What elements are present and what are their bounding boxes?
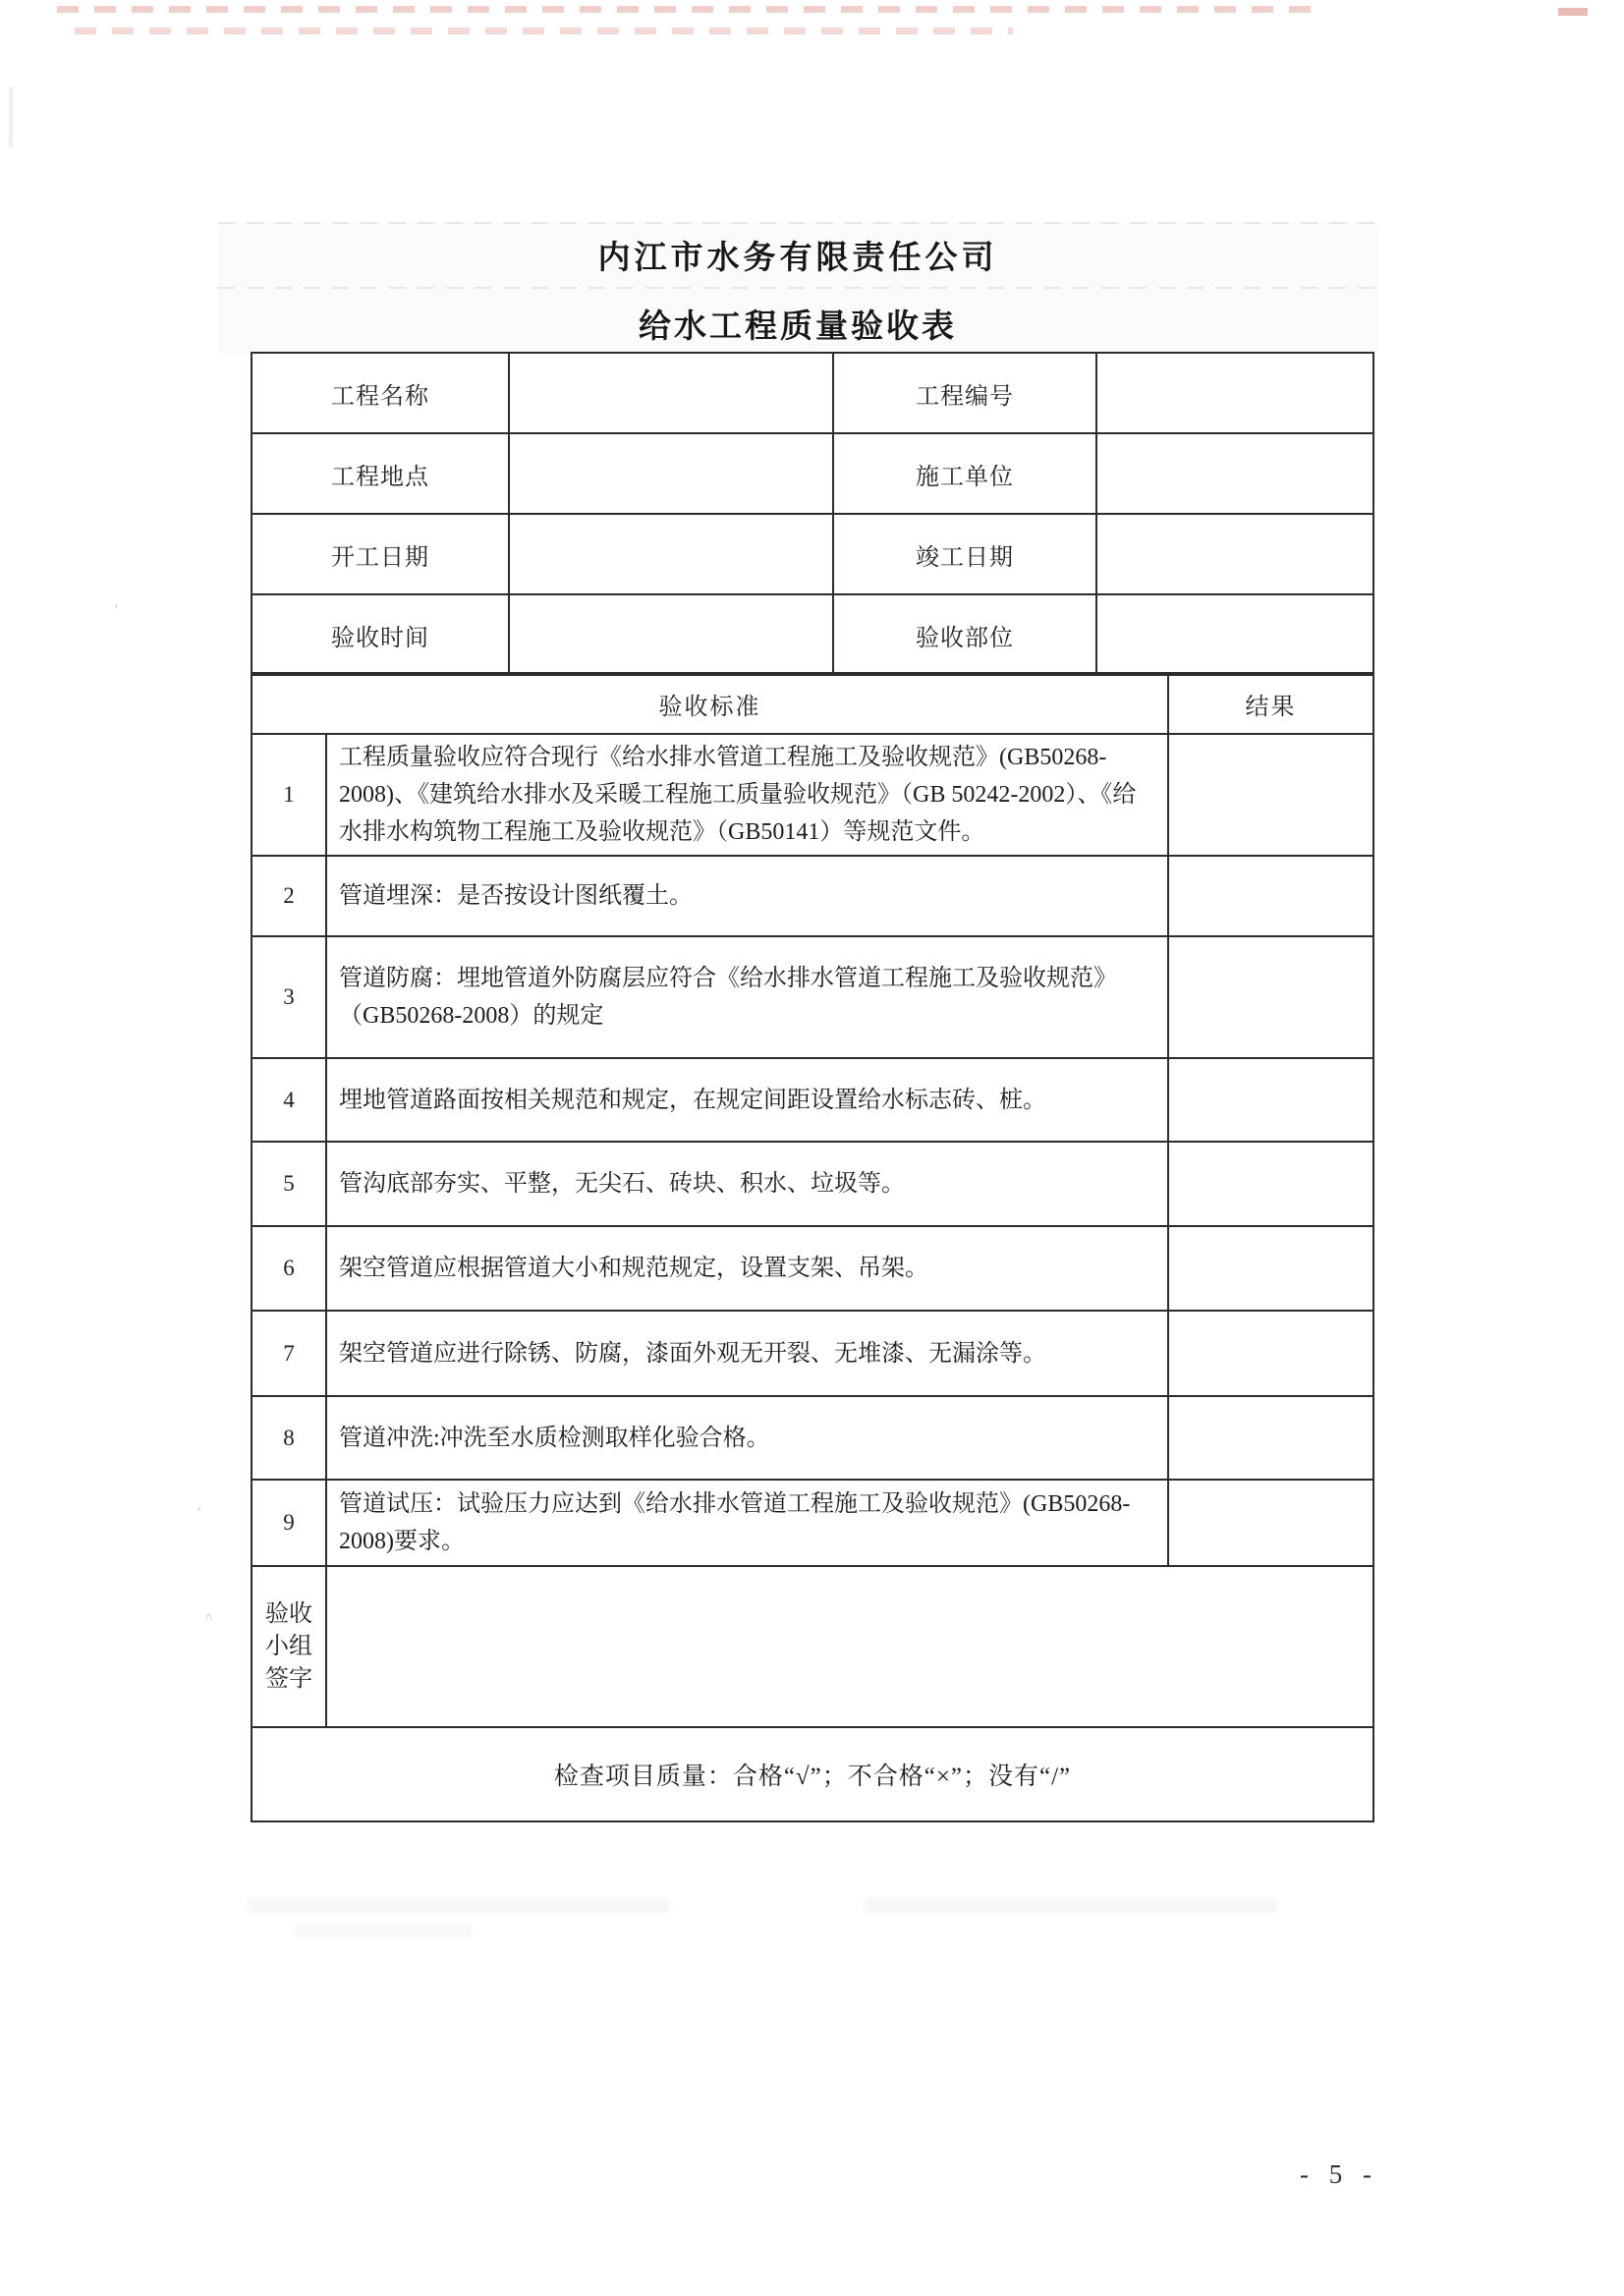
- signature-label-line: 验收: [265, 1600, 312, 1627]
- scan-artifact-margin-mark: ‘: [114, 601, 120, 618]
- scan-artifact-edge-smudge: [9, 86, 13, 147]
- info-row-start-finish-date: [252, 514, 1373, 594]
- scan-artifact-ghost-text-right: [865, 1898, 1277, 1913]
- scan-artifact-ghost-text-small: [295, 1924, 472, 1938]
- info-row-location-contractor: [252, 433, 1373, 514]
- result-column-header: 结果: [1168, 673, 1373, 734]
- result-cell: [1168, 1311, 1373, 1396]
- signature-label-line: 小组: [265, 1633, 312, 1659]
- scan-artifact-red-dashes-second: [75, 28, 1013, 34]
- signature-row: [252, 1566, 1373, 1727]
- criteria-text: 管道试压：试验压力应达到《给水排水管道工程施工及验收规范》(GB50268-2008)要求。: [326, 1480, 1168, 1566]
- signature-area: [326, 1566, 1373, 1727]
- criteria-row-number: 7: [252, 1311, 326, 1396]
- scan-artifact-margin-mark: ˄: [204, 1609, 214, 1626]
- construction-unit-value: [1096, 433, 1373, 514]
- result-cell: [1168, 1142, 1373, 1226]
- result-cell: [1168, 1226, 1373, 1311]
- scan-artifact-red-dashes-top: [57, 6, 1319, 13]
- grading-note: 检查项目质量：合格“√”；不合格“×”；没有“/”: [252, 1727, 1373, 1821]
- criteria-row: [252, 1396, 1373, 1480]
- criteria-row: [252, 936, 1373, 1058]
- criteria-text: 埋地管道路面按相关规范和规定，在规定间距设置给水标志砖、桩。: [326, 1058, 1168, 1142]
- criteria-row-number: 1: [252, 734, 326, 856]
- criteria-row-number: 8: [252, 1396, 326, 1480]
- result-cell: [1168, 1058, 1373, 1142]
- result-cell: [1168, 734, 1373, 856]
- criteria-text: 管道防腐：埋地管道外防腐层应符合《给水排水管道工程施工及验收规范》（GB50268-2008）的规定: [326, 936, 1168, 1058]
- criteria-row-number: 4: [252, 1058, 326, 1142]
- completion-date-label: 竣工日期: [833, 514, 1096, 594]
- criteria-row: [252, 1058, 1373, 1142]
- start-date-label: 开工日期: [252, 514, 509, 594]
- criteria-row-number: 9: [252, 1480, 326, 1566]
- criteria-row-number: 5: [252, 1142, 326, 1226]
- form-title: 给水工程质量验收表: [639, 309, 957, 345]
- signature-label-line: 签字: [265, 1665, 312, 1692]
- criteria-row-number: 6: [252, 1226, 326, 1311]
- project-number-label: 工程编号: [833, 353, 1096, 433]
- company-title: 内江市水务有限责任公司: [597, 241, 998, 276]
- result-cell: [1168, 856, 1373, 936]
- criteria-text: 架空管道应根据管道大小和规范规定，设置支架、吊架。: [326, 1226, 1168, 1311]
- result-cell: [1168, 936, 1373, 1058]
- criteria-row: [252, 734, 1373, 856]
- project-info-table: [251, 352, 1374, 676]
- criteria-text: 工程质量验收应符合现行《给水排水管道工程施工及验收规范》(GB50268-2008)、《建筑给水排水及采暖工程施工质量验收规范》（GB 50242-2002）、《给水排水构筑物工程施工及验收规范》（GB50141）等规范文件。: [326, 734, 1168, 856]
- project-number-value: [1096, 353, 1373, 433]
- title-band: [218, 222, 1377, 354]
- info-row-acceptance-time-part: [252, 594, 1373, 675]
- project-name-value: [509, 353, 833, 433]
- criteria-row: [252, 856, 1373, 936]
- acceptance-part-label: 验收部位: [833, 594, 1096, 675]
- criteria-row: [252, 1480, 1373, 1566]
- scan-artifact-ghost-text-left: [248, 1898, 670, 1913]
- criteria-row-number: 3: [252, 936, 326, 1058]
- scan-artifact-margin-mark: ’: [196, 1505, 202, 1522]
- criteria-row: [252, 1311, 1373, 1396]
- start-date-value: [509, 514, 833, 594]
- acceptance-time-value: [509, 594, 833, 675]
- criteria-text: 管道冲洗:冲洗至水质检测取样化验合格。: [326, 1396, 1168, 1480]
- completion-date-value: [1096, 514, 1373, 594]
- criteria-row: [252, 1142, 1373, 1226]
- result-cell: [1168, 1396, 1373, 1480]
- acceptance-part-value: [1096, 594, 1373, 675]
- criteria-text: 架空管道应进行除锈、防腐，漆面外观无开裂、无堆漆、无漏涂等。: [326, 1311, 1168, 1396]
- project-location-value: [509, 433, 833, 514]
- acceptance-time-label: 验收时间: [252, 594, 509, 675]
- project-location-label: 工程地点: [252, 433, 509, 514]
- info-row-name-number: [252, 353, 1373, 433]
- scan-artifact-dotted-line: [218, 222, 1377, 224]
- criteria-column-header: 验收标准: [252, 673, 1168, 734]
- construction-unit-label: 施工单位: [833, 433, 1096, 514]
- acceptance-team-signature-label: [252, 1566, 326, 1727]
- criteria-text: 管道埋深：是否按设计图纸覆土。: [326, 856, 1168, 936]
- acceptance-standards-table: [251, 672, 1374, 1822]
- page-number: - 5 -: [1300, 2159, 1378, 2189]
- scan-artifact-dotted-line: [218, 287, 1377, 289]
- criteria-text: 管沟底部夯实、平整，无尖石、砖块、积水、垃圾等。: [326, 1142, 1168, 1226]
- criteria-row: [252, 1226, 1373, 1311]
- project-name-label: 工程名称: [252, 353, 509, 433]
- grading-note-row: [252, 1727, 1373, 1821]
- scan-artifact-red-corner-mark: [1558, 8, 1588, 16]
- standards-header-row: [252, 673, 1373, 734]
- result-cell: [1168, 1480, 1373, 1566]
- criteria-row-number: 2: [252, 856, 326, 936]
